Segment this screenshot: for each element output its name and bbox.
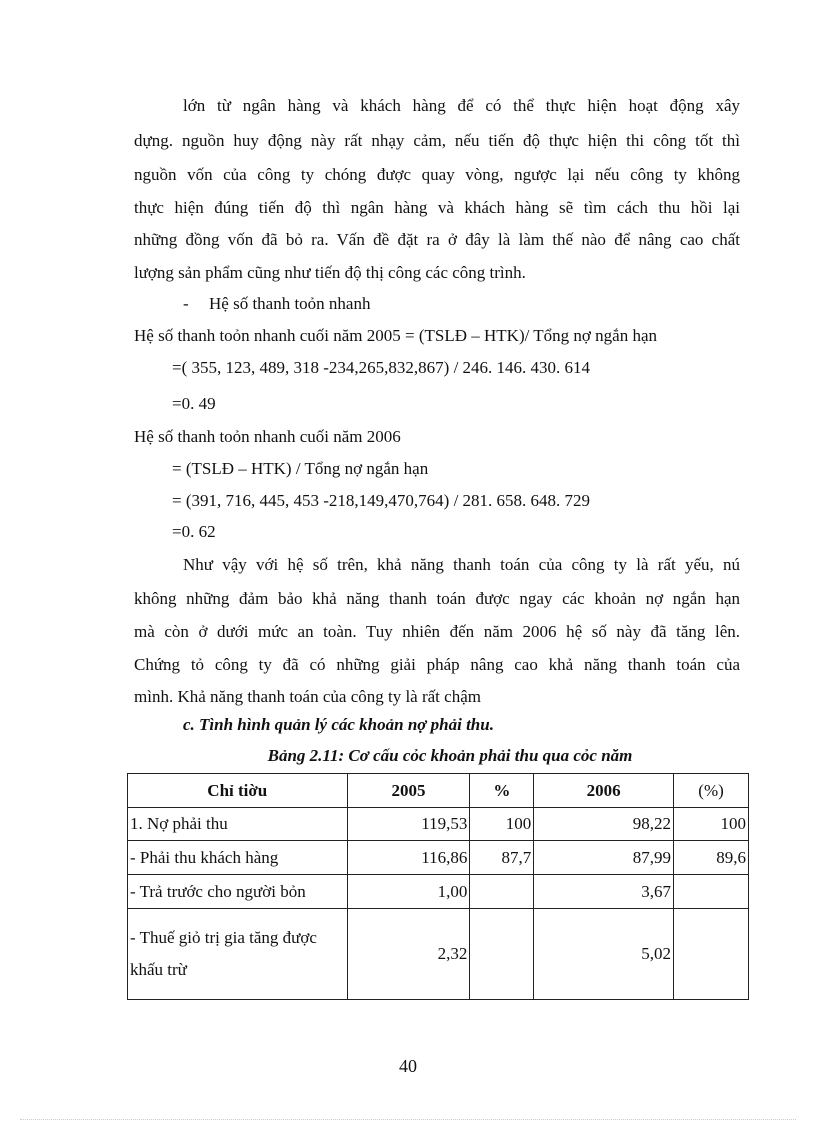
quick-ratio-2006-title: Hệ số thanh toỏn nhanh cuối năm 2006 bbox=[134, 427, 401, 446]
cell-2006: 3,67 bbox=[534, 875, 674, 909]
table-row bbox=[128, 909, 749, 1000]
cell-2005-pct bbox=[470, 909, 534, 1000]
paragraph-2-line-1: Như vậy với hệ số trên, khả năng thanh toán của công ty là rất yếu, nú bbox=[183, 555, 740, 574]
cell-2006-pct bbox=[674, 909, 749, 1000]
table-row bbox=[128, 841, 749, 875]
table-row bbox=[128, 808, 749, 841]
row-label: - Trả trước cho người bỏn bbox=[128, 875, 348, 909]
header-cell: Chỉ tiờu bbox=[128, 774, 348, 808]
header-cell: 2005 bbox=[347, 774, 470, 808]
cell-2005-pct: 100 bbox=[470, 808, 534, 841]
cell-2005: 116,86 bbox=[347, 841, 470, 875]
quick-ratio-2006-formula: = (TSLĐ – HTK) / Tổng nợ ngắn hạn bbox=[172, 459, 429, 478]
header-cell: % bbox=[470, 774, 534, 808]
table-row bbox=[128, 875, 749, 909]
bullet-dash: - bbox=[183, 294, 189, 313]
header-cell: 2006 bbox=[534, 774, 674, 808]
footer-divider bbox=[20, 1119, 796, 1120]
paragraph-1-line-6: lượng sản phẩm cũng như tiến độ thị công các công trình. bbox=[134, 263, 526, 282]
cell-2006: 98,22 bbox=[534, 808, 674, 841]
table-caption: Bảng 2.11: Cơ cấu cỏc khoản phải thu qua cỏc năm bbox=[267, 746, 633, 765]
paragraph-2-line-2: không những đảm bảo khả năng thanh toán được ngay các khoản nợ ngắn hạn bbox=[134, 589, 740, 608]
row-label: - Phải thu khách hàng bbox=[128, 841, 348, 875]
cell-2005: 119,53 bbox=[347, 808, 470, 841]
cell-2006: 87,99 bbox=[534, 841, 674, 875]
paragraph-2-line-4: Chứng tỏ công ty đã có những giải pháp nâng cao khả năng thanh toán của bbox=[134, 655, 740, 674]
paragraph-1-line-4: thực hiện đúng tiến độ thì ngân hàng và khách hàng sẽ tìm cách thu hồi lại bbox=[134, 198, 740, 217]
cell-2005-pct bbox=[470, 875, 534, 909]
quick-ratio-2006-result: =0. 62 bbox=[172, 522, 216, 541]
quick-ratio-2005-title: Hệ số thanh toỏn nhanh cuối năm 2005 = (TSLĐ – HTK)/ Tổng nợ ngắn hạn bbox=[134, 326, 657, 345]
paragraph-1-line-1: lớn từ ngân hàng và khách hàng để có thể thực hiện hoạt động xây bbox=[183, 96, 740, 115]
quick-ratio-2005-calc: =( 355, 123, 489, 318 -234,265,832,867) / 246. 146. 430. 614 bbox=[172, 358, 591, 377]
quick-ratio-2006-calc: = (391, 716, 445, 453 -218,149,470,764) / 281. 658. 648. 729 bbox=[172, 491, 591, 510]
paragraph-2-line-3: mà còn ở dưới mức an toàn. Tuy nhiên đến năm 2006 hệ số này đã tăng lên. bbox=[134, 622, 740, 641]
paragraph-2-line-5: mình. Khả năng thanh toán của công ty là rất chậm bbox=[134, 687, 481, 706]
cell-2005: 1,00 bbox=[347, 875, 470, 909]
quick-ratio-heading: Hệ số thanh toỏn nhanh bbox=[209, 294, 371, 313]
paragraph-1-line-2: dựng. nguồn huy động này rất nhạy cảm, nếu tiến độ thực hiện thi công tốt thì bbox=[134, 131, 740, 150]
receivables-table bbox=[127, 773, 749, 1000]
page-number: 40 bbox=[399, 1056, 417, 1076]
row-label: 1. Nợ phải thu bbox=[128, 808, 348, 841]
cell-2005: 2,32 bbox=[347, 909, 470, 1000]
row-label-line-2: khấu trừ bbox=[130, 960, 187, 979]
header-cell: (%) bbox=[674, 774, 749, 808]
table-header-row bbox=[128, 774, 749, 808]
paragraph-1-line-5: những đồng vốn đã bỏ ra. Vấn đề đặt ra ở đây là làm thế nào để nâng cao chất bbox=[134, 230, 740, 249]
paragraph-1-line-3: nguồn vốn của công ty chóng được quay vòng, ngược lại nếu công ty không bbox=[134, 165, 740, 184]
row-label-line-1: - Thuế giỏ trị gia tăng được bbox=[130, 928, 317, 947]
cell-2006-pct: 89,6 bbox=[674, 841, 749, 875]
cell-2005-pct: 87,7 bbox=[470, 841, 534, 875]
cell-2006-pct: 100 bbox=[674, 808, 749, 841]
cell-2006-pct bbox=[674, 875, 749, 909]
quick-ratio-2005-result: =0. 49 bbox=[172, 394, 216, 413]
section-heading: c. Tình hình quản lý các khoản nợ phải thu. bbox=[183, 715, 494, 734]
row-label-multiline bbox=[128, 909, 348, 1000]
cell-2006: 5,02 bbox=[534, 909, 674, 1000]
